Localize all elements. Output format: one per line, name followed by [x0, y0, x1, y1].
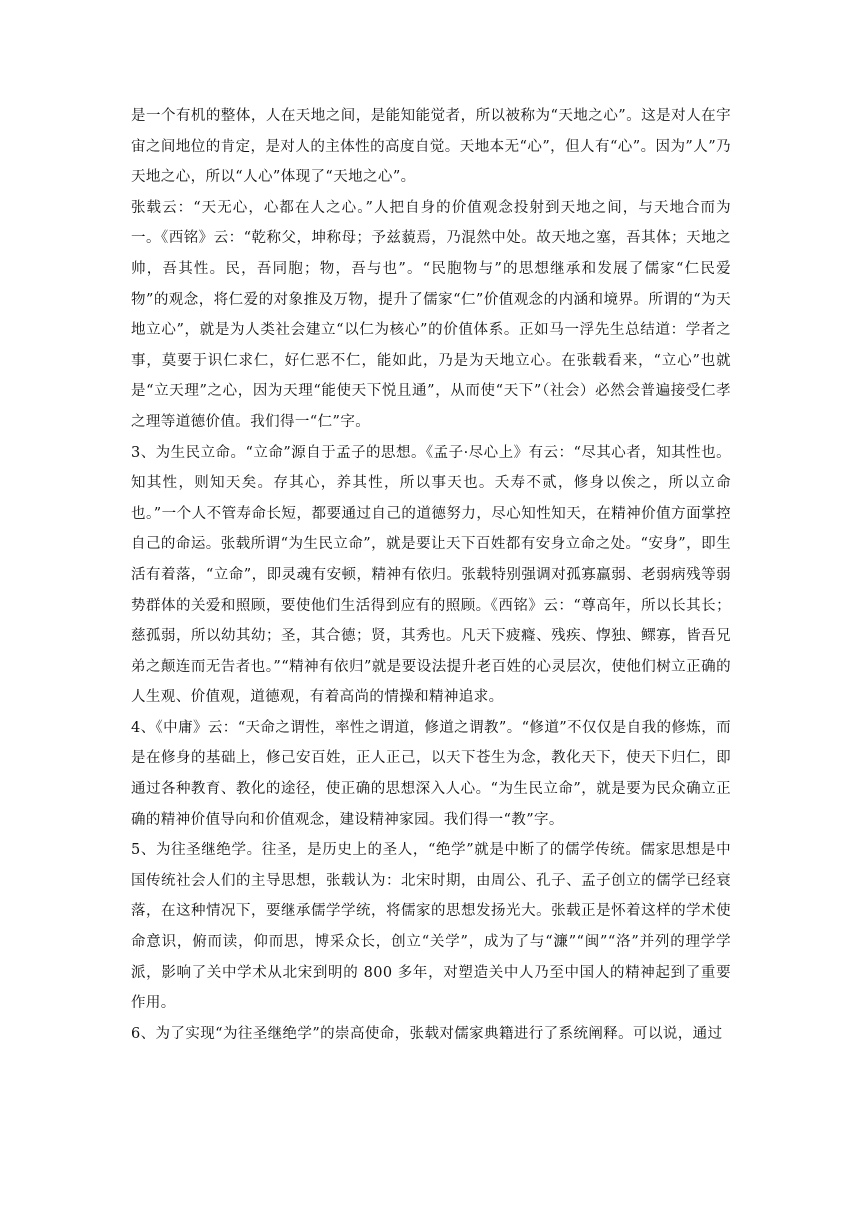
paragraph-section-4-zhongyong: 4、《中庸》云：“天命之谓性，率性之谓道，修道之谓教”。“修道”不仅仅是自我的修炼，而是在修身的基础上，修己安百姓，正人正己，以天下苍生为念，教化天下，使天下归仁，即通过各种教育、教化的途径，使正确的思想深入人心。“为生民立命”，就是要为民众确立正确的精神价值导向和价值观念，建设精神家园。我们得一“教”字。 [131, 719, 731, 828]
paragraph-heaven-earth-mind: 是一个有机的整体，人在天地之间，是能知能觉者，所以被称为“天地之心”。这是对人在宇宙之间地位的肯定，是对人的主体性的高度自觉。天地本无“心”，但人有“心”。因为”人”乃天地之心，所以“人心”体现了“天地之心”。 [131, 108, 731, 186]
paragraph-section-3-establish-destiny: 3、为生民立命。“立命”源自于孟子的思想。《孟子·尽心上》有云：“尽其心者，知其性也。知其性，则知天矣。存其心，养其性，所以事天也。夭寿不贰，修身以俟之，所以立命也。”一个人不管寿命长短，都要通过自己的道德努力，尽心知性知天，在精神价值方面掌控自己的命运。张载所谓“为生民立命”，就是要让天下百姓都有安身立命之处。“安身”，即生活有着落，“立命”，即灵魂有安顿，精神有依归。张载特别强调对孤寡羸弱、老弱病残等弱势群体的关爱和照顾，要使他们生活得到应有的照顾。《西铭》云：“尊高年，所以长其长；慈孤弱，所以幼其幼；圣，其合德；贤，其秀也。凡天下疲癃、残疾、惸独、鳏寡，皆吾兄弟之颠连而无告者也。”“精神有依归”就是要设法提升老百姓的心灵层次，使他们树立正确的人生观、价值观，道德观，有着高尚的情操和精神追求。 [131, 444, 731, 706]
document-body [131, 101, 731, 1049]
paragraph-zhang-zai-ximing: 张载云：“天无心，心都在人之心。”人把自身的价值观念投射到天地之间，与天地合而为一。《西铭》云：“乾称父，坤称母；予兹藐焉，乃混然中处。故天地之塞，吾其体；天地之帅，吾其性。民，吾同胞；物，吾与也”。“民胞物与”的思想继承和发展了儒家“仁民爱物”的观念，将仁爱的对象推及万物，提升了儒家“仁”价值观念的内涵和境界。所谓的“为天地立心”，就是为人类社会建立“以仁为核心”的价值体系。正如马一浮先生总结道：学者之事，莫要于识仁求仁，好仁恶不仁，能如此，乃是为天地立心。在张载看来，“立心”也就是“立天理”之心，因为天理“能使天下悦且通”，从而使“天下”（社会）必然会普遍接受仁孝之理等道德价值。我们得一“仁”字。 [131, 199, 731, 430]
paragraph-section-6-interpretation: 6、为了实现“为往圣继绝学”的崇高使命，张载对儒家典籍进行了系统阐释。可以说，通过 [131, 1025, 723, 1042]
paragraph-section-5-continue-learning: 5、为往圣继绝学。往圣，是历史上的圣人，“绝学”就是中断了的儒学传统。儒家思想是中国传统社会人们的主导思想，张载认为：北宋时期，由周公、孔子、孟子创立的儒学已经衰落，在这种情况下，要继承儒学学统，将儒家的思想发扬光大。张载正是怀着这样的学术使命意识，俯而读，仰而思，博采众长，创立“关学”，成为了与“濂”“闽”“洛”并列的理学学派，影响了关中学术从北宋到明的 800 多年，对塑造关中人乃至中国人的精神起到了重要作用。 [131, 842, 731, 1012]
